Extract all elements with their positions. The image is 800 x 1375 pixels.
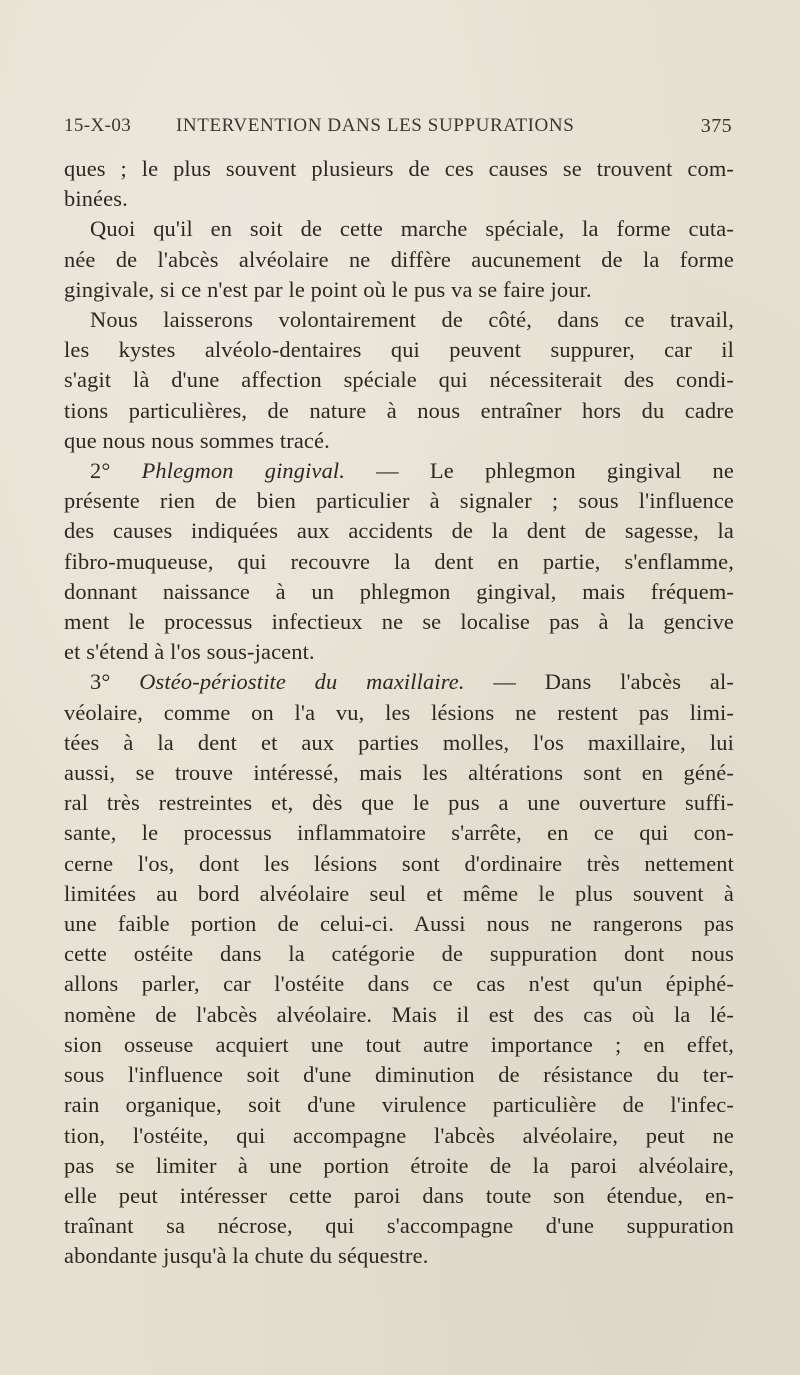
- text-line: présente rien de bien particulier à signaler ; sous l'influence: [64, 488, 734, 514]
- text-line: sion osseuse acquiert une tout autre importance ; en effet,: [64, 1031, 734, 1057]
- text-line: cette ostéite dans la catégorie de suppuration dont nous: [64, 941, 734, 967]
- text-line: des causes indiquées aux accidents de la dent de sagesse, la: [64, 518, 734, 544]
- page-number: 375: [700, 115, 732, 137]
- header-reference: 15-X-03: [64, 115, 132, 136]
- text-line: rain organique, soit d'une virulence particulière de l'infec-: [64, 1092, 734, 1118]
- section-heading: Phlegmon gingival.: [141, 458, 346, 484]
- text-line: et s'étend à l'os sous-jacent.: [64, 639, 315, 665]
- text-line: fibro-muqueuse, qui recouvre la dent en partie, s'enflamme,: [64, 548, 734, 574]
- text-line: que nous nous sommes tracé.: [64, 427, 330, 453]
- text-line: sous l'influence soit d'une diminution de résistance du ter-: [64, 1062, 734, 1088]
- text-line: tions particulières, de nature à nous entraîner hors du cadre: [64, 397, 734, 423]
- text-line: binées.: [64, 186, 128, 212]
- section-number: 2°: [90, 458, 111, 484]
- text-line: ques ; le plus souvent plusieurs de ces causes se trouvent com-: [64, 156, 734, 181]
- text-line: cerne l'os, dont les lésions sont d'ordinaire très nettement: [64, 850, 734, 876]
- text-line: née de l'abcès alvéolaire ne diffère aucunement de la forme: [64, 246, 734, 272]
- text-line: une faible portion de celui-ci. Aussi nous ne rangerons pas: [64, 911, 734, 937]
- text-line: aussi, se trouve intéressé, mais les altérations sont en géné-: [64, 760, 734, 786]
- section-heading: Ostéo-périostite du maxillaire.: [139, 669, 465, 695]
- text-line: tées à la dent et aux parties molles, l'os maxillaire, lui: [64, 729, 734, 755]
- text-line: traînant sa nécrose, qui s'accompagne d'une suppuration: [64, 1213, 734, 1239]
- section-lead-text: — Le phlegmon gingival ne: [345, 458, 734, 484]
- text-line: limitées au bord alvéolaire seul et même le plus souvent à: [64, 880, 734, 906]
- section-heading-line: [64, 667, 734, 697]
- paragraph-first-line: Quoi qu'il en soit de cette marche spéciale, la forme cuta-: [90, 216, 734, 242]
- section-heading-line: [64, 456, 734, 486]
- section-number: 3°: [90, 669, 111, 695]
- header-title: INTERVENTION DANS LES SUPPURATIONS: [176, 115, 575, 136]
- text-line: nomène de l'abcès alvéolaire. Mais il est des cas où la lé-: [64, 1001, 734, 1027]
- text-line: allons parler, car l'ostéite dans ce cas n'est qu'un épiphé-: [64, 971, 734, 997]
- text-line: gingivale, si ce n'est par le point où le pus va se faire jour.: [64, 276, 592, 302]
- text-line: sante, le processus inflammatoire s'arrête, en ce qui con-: [64, 820, 734, 846]
- running-header: [64, 115, 732, 143]
- text-line: tion, l'ostéite, qui accompagne l'abcès alvéolaire, peut ne: [64, 1122, 734, 1148]
- text-line: véolaire, comme on l'a vu, les lésions ne restent pas limi-: [64, 699, 734, 725]
- text-line: elle peut intéresser cette paroi dans toute son étendue, en-: [64, 1182, 734, 1208]
- text-line: ral très restreintes et, dès que le pus a une ouverture suffi-: [64, 790, 734, 816]
- text-line: pas se limiter à une portion étroite de la paroi alvéolaire,: [64, 1152, 734, 1178]
- text-line: les kystes alvéolo-dentaires qui peuvent suppurer, car il: [64, 337, 734, 363]
- text-line: ment le processus infectieux ne se localise pas à la gencive: [64, 609, 734, 635]
- paragraph-first-line: Nous laisserons volontairement de côté, dans ce travail,: [90, 307, 734, 333]
- text-line: donnant naissance à un phlegmon gingival, mais fréquem-: [64, 578, 734, 604]
- body-text: [64, 154, 734, 1272]
- section-lead-text: — Dans l'abcès al-: [464, 669, 734, 695]
- text-line: s'agit là d'une affection spéciale qui nécessiterait des condi-: [64, 367, 734, 393]
- text-line: abondante jusqu'à la chute du séquestre.: [64, 1243, 429, 1269]
